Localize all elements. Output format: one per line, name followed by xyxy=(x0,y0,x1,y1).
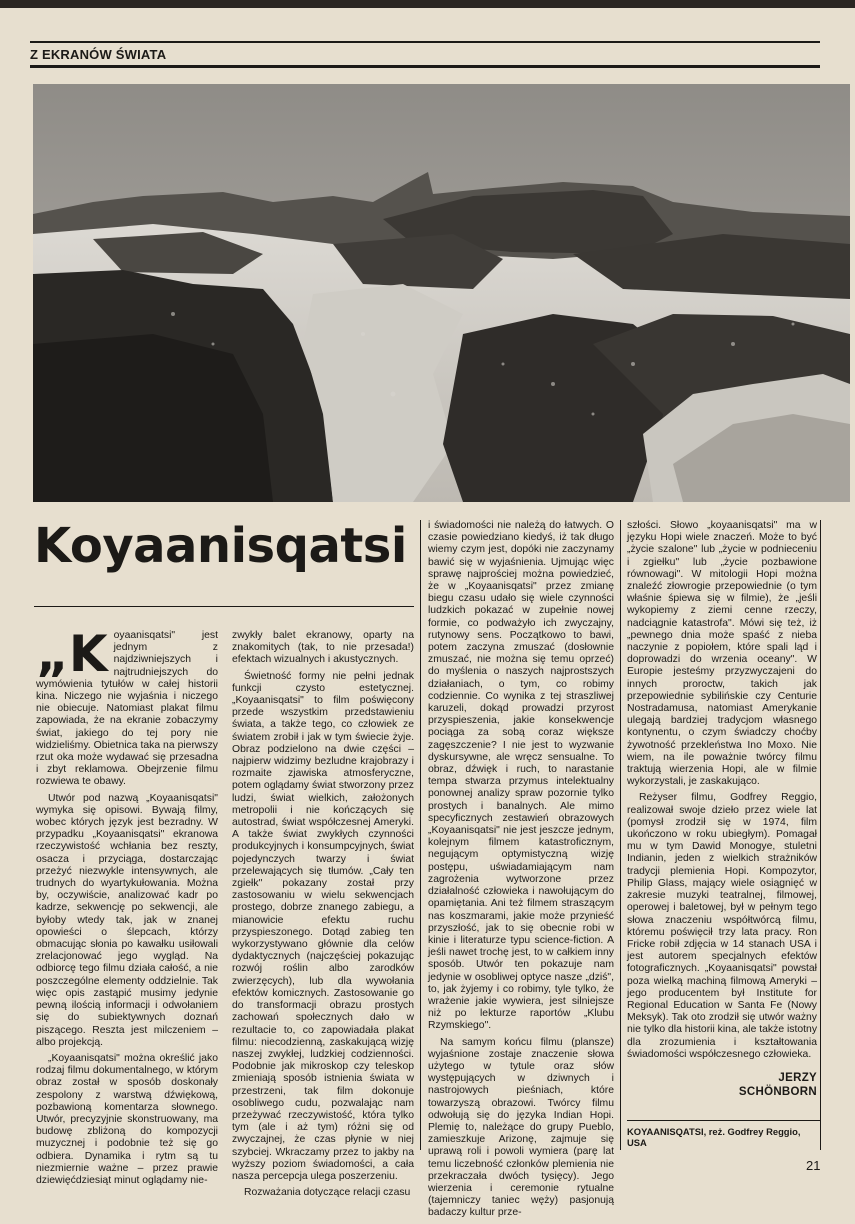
column-rule-right xyxy=(820,520,821,1150)
author-last-name: SCHÖNBORN xyxy=(738,1085,817,1098)
article-title: Koyaanisqatsi xyxy=(34,518,407,574)
paragraph: i świadomości nie należą do łatwych. O czasie powiedziano kiedyś, iż tak długo wiemy czym jest, dopóki nie zaczynamy bawić się w wyjaśnienia. Ujmując więc sprawę najprościej można powiedzieć, że w „Koyaanisqatsi" przez zmianę biegu czasu udało się wiele czynności ludzkich pokazać w zupełnie nowej formie, co podważyło ich zwyczajny, rutynowy sens. Początkowo to bawi, potem zaczyna zmuszać (dosłownie zmuszać, nie można się temu oprzeć) do myślenia o naszych najprostszych działaniach, o tym, co robimy codziennie. Co wynika z tej straszliwej karuzeli, dokąd prowadzi przyrost przyspieszenia, jakie konsekwencje pociąga za sobą coraz większe zagęszczenie? I nie jest to wyzwanie dyskursywne, ale wręcz sensualne. To obraz, dźwięk i ruch, to narastanie tempa stwarza przymus intelektualny ponownej analizy spraw pozornie tylko prostych i banalnych. Ale mimo specyficznych zestawień obrazowych „Koyaanisqatsi" nie jest jeszcze jednym, kolejnym filmem katastroficznym, negującym optymistyczną wizję postępu, uświadamiającym nam zagrożenia wytworzone przez działalność człowieka i nawołującym do opamiętania. Ani też filmem straszącym nas koszmarami, jakie może przynieść przyszłość, jak to się obecnie robi w kinie i literaturze typu science-fiction. A jeśli nawet trochę jest, to w całkiem inny sposób. Utwór ten pokazuje nam jedynie w osobliwej optyce nasze „dziś", to, jak żyjemy i co robimy, tyle tylko, że wrażenie jakie wywiera, jest silniejsze niż po lekturze raportów „Klubu Rzymskiego". xyxy=(428,520,614,1032)
paragraph: Na samym końcu filmu (plansze) wyjaśnione zostaje znaczenie słowa użytego w tytule oraz słów występujących w dziwnych i nastrojowych pieśniach, które towarzyszą obrazowi. Twórcy filmu odwołują się do języka Indian Hopi. Plemię to, należące do grupy Pueblo, zamieszkuje Arizonę, zajmuje się uprawą roli i powoli wymiera (parę lat temu liczebność członków plemienia nie przekraczała dwóch tysięcy). Jego wierzenia i ceremonie rytualne (tajemniczy taniec węży) pasjonują badaczy kultur prze- xyxy=(428,1036,614,1219)
article-column-4 xyxy=(627,520,817,1099)
paragraph: Reżyser filmu, Godfrey Reggio, realizował swoje dzieło przez wiele lat (pomysł zrodził się w 1974, film ukończono w roku ubiegłym). Pomagał mu w tym Dawid Monogye, stuletni Indianin, jeden z wielkich strażników tradycji plemienia Hopi. Kompozytor, Philip Glass, mający wiele osiągnięć w zakresie muzyki teatralnej, filmowej, operowej i baletowej, był w pełnym tego słowa znaczeniu współtwórcą filmu, któremu poświęcił trzy lata pracy. Ron Fricke robił zdjęcia w 14 stanach USA i jest autorem specjalnych efektów fotograficznych. „Koyaanisqatsi" powstał poza wielką machiną filmową Ameryki – jego producentem był Institute for Regional Education w Santa Fe (Nowy Meksyk). Tak oto zrodził się utwór ważny nie tylko dla historii kina, ale także istotny dla zrozumienia i kształtowania świadomości współczesnego człowieka. xyxy=(627,792,818,1060)
title-rule xyxy=(34,606,414,607)
author-first-name: JERZY xyxy=(778,1071,817,1084)
paragraph: zwykły balet ekranowy, oparty na znakomitych (tak, to nie przesada!) efektach wizualnych i akustycznych. xyxy=(232,630,414,666)
drop-cap: „K xyxy=(36,625,108,683)
section-rule-bottom xyxy=(30,65,820,68)
page-top-bar xyxy=(0,0,855,8)
paragraph: Utwór pod nazwą „Koyaanisqatsi" wymyka się opisowi. Bywają filmy, wobec których język jest bezradny. W przypadku „Koyaanisqatsi" ekranowa rzeczywistość wchłania bez reszty, osacza i przyciąga, dostarczając przeżyć niezwykle intensywnych, ale trudnych do wyartykułowania. Można by, oczywiście, analizować kadr po kadrze, sekwencję po sekwencji, ale byłoby wtedy tak, jak w znanej opowieści o ślepcach, którzy obmacując słonia po kawałku usiłowali zrelacjonować jego wygląd. Na odbiorcę tego filmu działa całość, a nie poszczególne elementy oddzielnie. Tak więc opis zastąpić musimy jedynie pewną ilością informacji i odwołaniem się do subiektywnych doznań piszącego. Reszta jest milczeniem – albo projekcją. xyxy=(36,792,218,1048)
paragraph: Rozważania dotyczące relacji czasu xyxy=(244,1187,411,1199)
paragraph: „Koyaanisqatsi" można określić jako rodzaj filmu dokumentalnego, w którym obraz został w sposób doskonały zespolony z warstwą dźwiękową, pozbawioną komentarza słownego. Utwór, precyzyjnie skonstruowany, ma budowę zbliżoną do kompozycji muzycznej i podobnie też się go odbiera. Dynamika i rytm są tu niezmiernie ważne – przez prawie dziewięćdziesiąt minut oglądamy nie- xyxy=(36,1052,218,1186)
article-column-1 xyxy=(36,625,218,1191)
paragraph: oyaanisqatsi" jest jednym z najdziwniejszych i najtrudniejszych do wymówienia tytułów w całej historii kina. Niczego nie wyjaśnia i niczego nie obiecuje. Natomiast plakat filmu zapowiada, że na ekranie zobaczymy świat, jakiego do tej pory nie widzieliśmy. Obietnica taka na pierwszy rzut oka może wydawać się przesadna i zbyt reklamowa. Obejrzenie filmu rozwiewa te obawy. xyxy=(36,630,218,788)
column-rule-4 xyxy=(620,520,621,1150)
paragraph: szłości. Słowo „koyaanisqatsi" ma w języku Hopi wiele znaczeń. Może to być „życie szalone" lub „życie w podnieceniu i zgiełku" lub „życie pozbawione równowagi". W mitologii Hopi można znaleźć złowrogie przepowiednie (o tym właśnie śpiewa się w filmie), że „jeśli wykopiemy z ziemi cenne rzeczy, nadciągnie katastrofa". Mówi się też, iż „pewnego dnia może spaść z nieba naczynie z popiołem, które spali ląd i doprowadzi do wrzenia oceany". W Europie jesteśmy przyzwyczajeni do innych proroctw, takich jak przepowiednie sybilińskie czy Centurie Nostradamusa, natomiast Amerykanie ulegają bardziej tradycjom własnego kontynentu, o czym świadczy choćby żywotność przekleństwa Ino Moxo. Nie wiem, na ile poważnie twórcy filmu traktują wierzenia Hopi, ale w filmie wykorzystali, je zaskakująco. xyxy=(627,520,817,788)
column-rule-3 xyxy=(420,520,421,1150)
lead-paragraph xyxy=(36,625,218,789)
page-number: 21 xyxy=(806,1158,821,1173)
section-title: Z EKRANÓW ŚWIATA xyxy=(30,47,167,62)
article-column-3 xyxy=(428,520,614,1224)
author-byline xyxy=(627,1071,817,1099)
paragraph: Świetność formy nie pełni jednak funkcji czysto estetycznej. „Koyaanisqatsi" to film poświęcony przede wszystkim przedstawieniu świata, a także tego, co człowiek ze światem zrobił i jak w tym świecie żyje. Obraz podzielono na dwie części – najpierw widzimy bezludne krajobrazy i rozmaite zjawiska atmosferyczne, potem oglądamy świat stworzony przez ludzi, świat wielkich, założonych metropolii i nie kończących się autostrad, świat współczesnej Ameryki. A także świat zwykłych czynności produkcyjnych i konsumpcyjnych, świat pojedynczych twarzy i świat przelewających się tłumów. „Cały ten zgiełk" pokazany został przy zastosowaniu w wielu sekwencjach prostego, dobrze znanego zabiegu, a mianowicie efektu ruchu przyspieszonego. Dotąd zabieg ten wykorzystywano głównie dla celów dydaktycznych (najczęściej pokazując rozwój roślin albo zarodków zwierzęcych), lub dla wywołania efektów komicznych. Zastosowanie go do transformacji obrazu prostych zachowań społecznych dało w rezultacie to, co zapowiadała plakat filmu: niecodzienną, zaskakującą wizję naszej zwykłej, ludzkiej codzienności. Podobnie jak mikroskop czy teleskop zmieniają sposób istnienia świata w przestrzeni, tak film dokonuje osobliwego cudu, pozwalając nam przeżywać rzeczywistość, która tylko tym (ale i aż tym) różni się od zwyczajnej, że czas płynie w niej szybciej. Wkraczamy przez to jakby na wyższy poziom świadomości, a cała nasza percepcja ulega poszerzeniu. xyxy=(232,670,414,1182)
caption-rule xyxy=(627,1120,820,1121)
landscape-photo-icon xyxy=(33,84,850,502)
photo-caption: KOYAANISQATSI, reż. Godfrey Reggio, USA xyxy=(627,1126,801,1148)
section-rule-top xyxy=(30,41,820,43)
landscape-photo xyxy=(33,84,850,502)
article-column-2 xyxy=(232,630,414,1203)
